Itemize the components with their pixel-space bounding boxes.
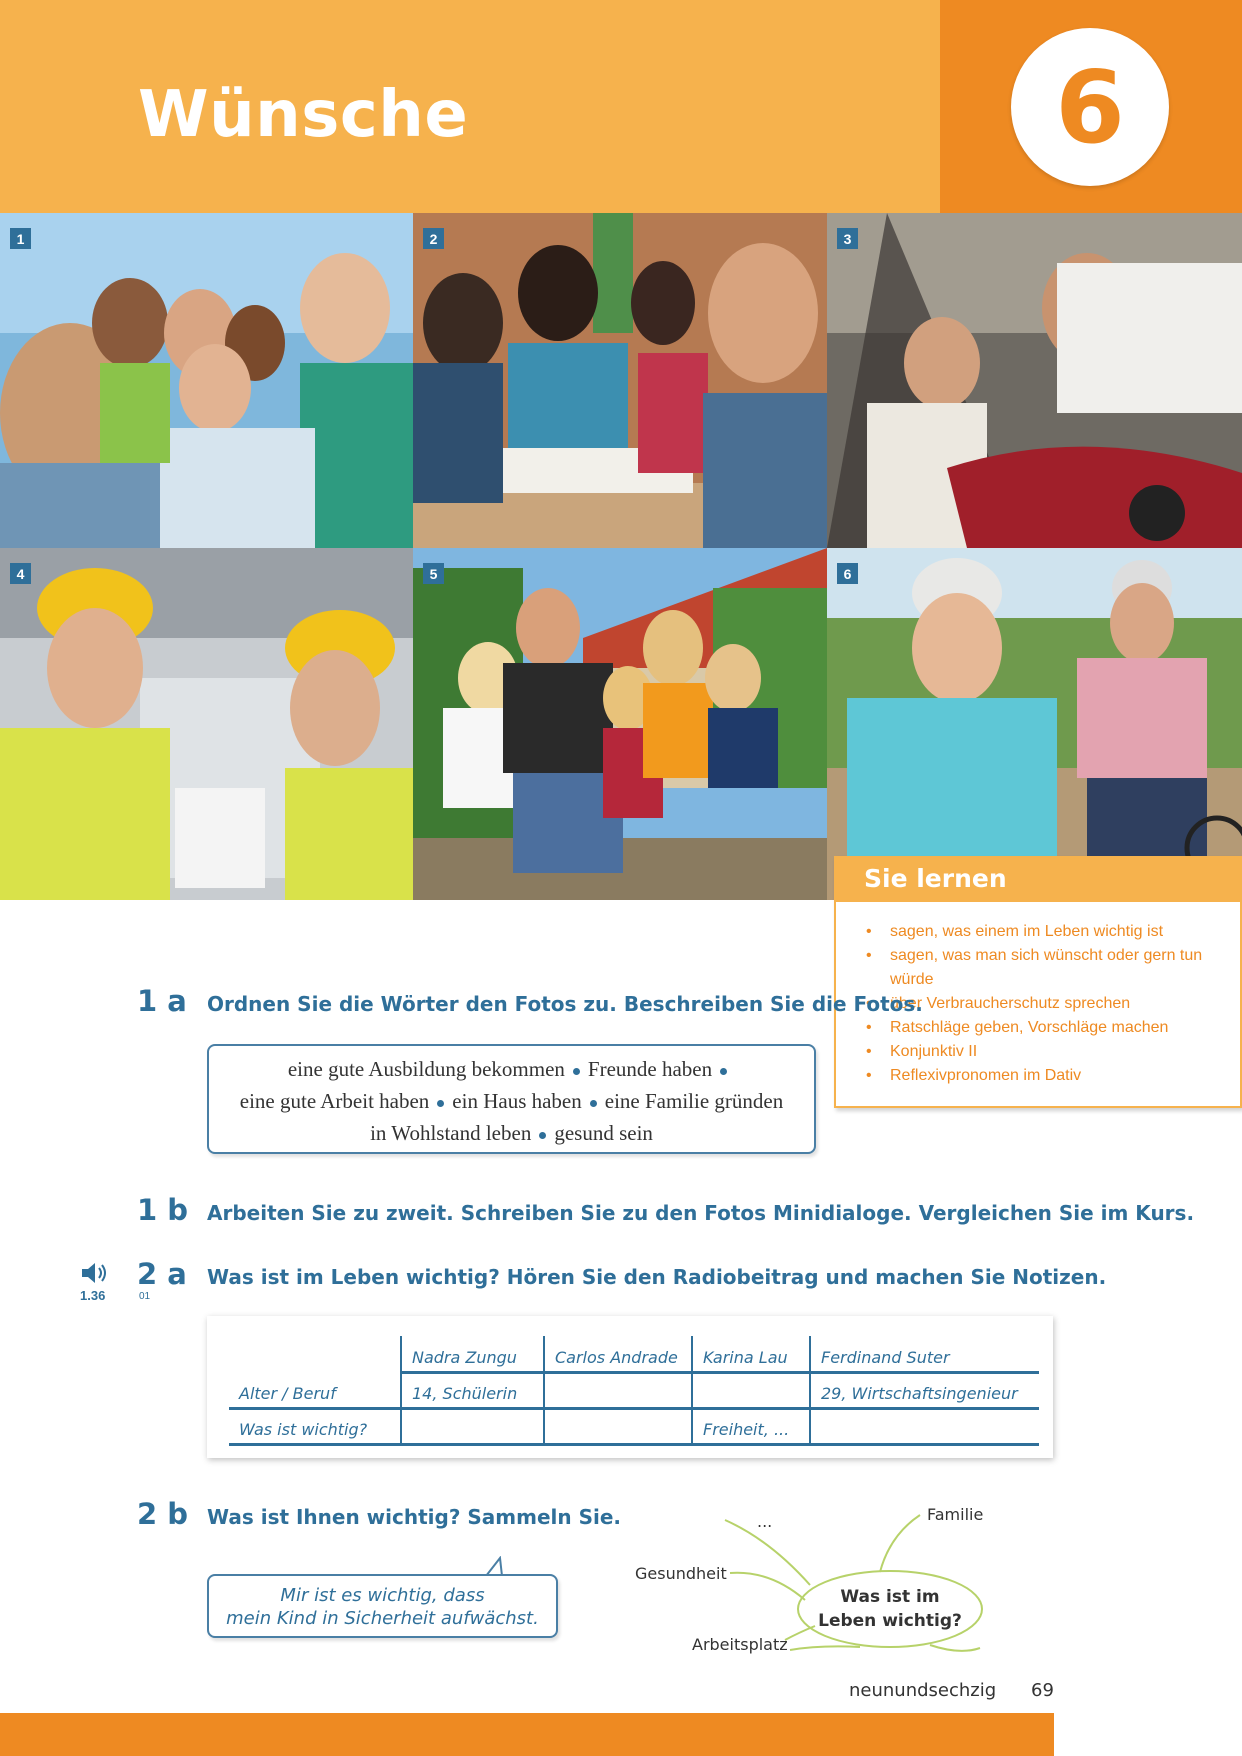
chapter-title: Wünsche xyxy=(138,78,469,152)
word-item: gesund sein xyxy=(554,1121,653,1145)
table-row xyxy=(229,1408,1039,1444)
sie-lernen-title: Sie lernen xyxy=(864,864,1007,893)
photo-family-house xyxy=(413,548,827,900)
photo-students-image xyxy=(413,213,827,548)
exercise-number: 2 a xyxy=(137,1257,187,1291)
mindmap-center xyxy=(797,1568,983,1650)
table-cell[interactable]: 29, Wirtschaftsingenieur xyxy=(810,1372,1039,1408)
photo-seniors-image xyxy=(827,548,1242,900)
mindmap-branch: ... xyxy=(757,1512,773,1531)
speech-bubble-line: mein Kind in Sicherheit aufwächst. xyxy=(226,1608,539,1629)
photo-number-badge: 2 xyxy=(423,228,444,249)
photo-students-learning xyxy=(413,213,827,548)
sie-lernen-item: • Ratschläge geben, Vorschläge machen xyxy=(866,1016,1216,1040)
word-box-line xyxy=(209,1117,814,1149)
notes-table-card xyxy=(207,1316,1053,1458)
photo-car-inspection xyxy=(827,213,1242,548)
sie-lernen-item: • sagen, was einem im Leben wichtig ist xyxy=(866,920,1216,944)
table-header-cell: Karina Lau xyxy=(692,1336,810,1372)
exercise-instruction: Arbeiten Sie zu zweit. Schreiben Sie zu den Fotos Minidialoge. Vergleichen Sie im Kurs. xyxy=(207,1201,1195,1225)
table-cell[interactable] xyxy=(544,1372,692,1408)
chapter-number: 6 xyxy=(1055,48,1125,166)
sie-lernen-item: • über Verbraucherschutz sprechen xyxy=(866,992,1216,1016)
exercise-number: 1 b xyxy=(137,1193,189,1227)
sie-lernen-item: • sagen, was man sich wünscht oder gern tun würde xyxy=(866,944,1216,992)
word-item: eine gute Ausbildung bekommen xyxy=(287,1057,565,1081)
photo-workers-image xyxy=(0,548,413,900)
bullet-dot-icon xyxy=(539,1132,546,1139)
photo-friends-group xyxy=(0,213,413,548)
sie-lernen-header xyxy=(834,856,1242,902)
bullet-dot-icon xyxy=(437,1100,444,1107)
photo-number-badge: 4 xyxy=(10,563,31,584)
word-item: ein Haus haben xyxy=(452,1089,582,1113)
audio-track-number: 1.36 xyxy=(80,1288,106,1303)
table-header-cell: Nadra Zungu xyxy=(401,1336,544,1372)
table-cell[interactable] xyxy=(810,1408,1039,1444)
table-header-row xyxy=(229,1336,1039,1372)
mindmap-branch: Familie xyxy=(927,1505,984,1524)
table-cell xyxy=(229,1336,401,1372)
photo-number-badge: 1 xyxy=(10,228,31,249)
table-cell[interactable]: Freiheit, ... xyxy=(692,1408,810,1444)
photo-car-image xyxy=(827,213,1242,548)
mindmap-branch: Arbeitsplatz xyxy=(692,1635,788,1654)
sie-lernen-item: • Konjunktiv II xyxy=(866,1040,1216,1064)
photo-seniors-cycling xyxy=(827,548,1242,900)
mindmap-branch: Gesundheit xyxy=(635,1564,727,1583)
word-box xyxy=(207,1044,816,1154)
speech-bubble xyxy=(207,1574,558,1638)
footer-band xyxy=(0,1713,1054,1756)
table-row xyxy=(229,1372,1039,1408)
photo-construction-workers xyxy=(0,548,413,900)
exercise-number: 1 a xyxy=(137,984,187,1018)
exercise-instruction: Was ist Ihnen wichtig? Sammeln Sie. xyxy=(207,1505,622,1529)
sie-lernen-box xyxy=(834,856,1242,1108)
exercise-number: 2 b xyxy=(137,1497,189,1531)
bullet-dot-icon xyxy=(590,1100,597,1107)
table-cell[interactable] xyxy=(544,1408,692,1444)
exercise-instruction: Was ist im Leben wichtig? Hören Sie den Radiobeitrag und machen Sie Notizen. xyxy=(207,1265,1107,1289)
table-cell[interactable] xyxy=(692,1372,810,1408)
table-row-label: Alter / Beruf xyxy=(229,1372,401,1408)
photo-friends-image xyxy=(0,213,413,548)
bullet-dot-icon xyxy=(720,1068,727,1075)
table-header-cell: Ferdinand Suter xyxy=(810,1336,1039,1372)
word-item: eine Familie gründen xyxy=(604,1089,784,1113)
photo-number-badge: 3 xyxy=(837,228,858,249)
word-box-line xyxy=(209,1053,814,1085)
photo-number-badge: 6 xyxy=(837,563,858,584)
mindmap-center-line: Was ist im xyxy=(840,1587,940,1607)
table-row-label: Was ist wichtig? xyxy=(229,1408,401,1444)
audio-track-sub: 01 xyxy=(139,1291,151,1302)
notes-table xyxy=(229,1336,1039,1446)
exercise-instruction: Ordnen Sie die Wörter den Fotos zu. Beschreiben Sie die Fotos. xyxy=(207,992,923,1016)
table-header-cell: Carlos Andrade xyxy=(544,1336,692,1372)
page-number-word: neunundsechzig xyxy=(849,1680,997,1701)
bullet-dot-icon xyxy=(573,1068,580,1075)
sie-lernen-item: • Reflexivpronomen im Dativ xyxy=(866,1064,1216,1088)
word-item: eine gute Arbeit haben xyxy=(239,1089,430,1113)
word-item: in Wohlstand leben xyxy=(370,1121,532,1145)
speech-bubble-line: Mir ist es wichtig, dass xyxy=(280,1585,485,1606)
word-item: Freunde haben xyxy=(587,1057,713,1081)
mindmap-center-line: Leben wichtig? xyxy=(818,1611,962,1631)
page-number: 69 xyxy=(1031,1680,1054,1701)
table-cell[interactable]: 14, Schülerin xyxy=(401,1372,544,1408)
chapter-number-circle xyxy=(1011,28,1169,186)
table-cell[interactable] xyxy=(401,1408,544,1444)
photo-family-image xyxy=(413,548,827,900)
photo-number-badge: 5 xyxy=(423,563,444,584)
word-box-line xyxy=(209,1085,814,1117)
speaker-icon[interactable] xyxy=(80,1262,110,1289)
